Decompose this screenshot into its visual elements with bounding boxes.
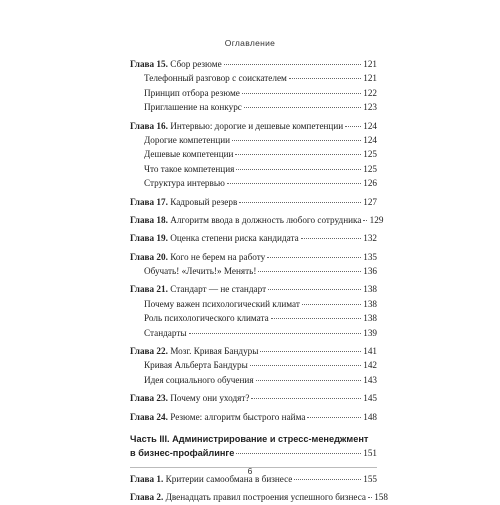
- dot-leader: [239, 201, 361, 203]
- entry-page-number: 143: [363, 374, 377, 385]
- dot-leader: [289, 77, 361, 79]
- toc-subentry: [130, 162, 377, 176]
- table-of-contents: [130, 57, 388, 505]
- entry-label: [144, 297, 300, 311]
- toc-subentry: [130, 71, 377, 85]
- toc-subentry: [130, 358, 377, 372]
- entry-page-number: 141: [363, 346, 377, 357]
- entry-title: Обучать! «Лечить!» Менять!: [144, 266, 257, 277]
- entry-title: Стандарт — не стандарт: [170, 284, 267, 295]
- entry-label: [130, 410, 305, 424]
- entry-page-number: 142: [363, 360, 377, 371]
- part-heading: [130, 432, 377, 461]
- dot-leader: [235, 153, 361, 155]
- entry-label: [130, 250, 265, 264]
- entry-title: Кривая Альберта Бандуры: [144, 360, 248, 371]
- chapter-number: Глава 16.: [130, 120, 168, 131]
- entry-page-number: 139: [363, 327, 377, 338]
- chapter-number: Глава 1.: [130, 473, 164, 484]
- entry-label: [144, 100, 242, 114]
- toc-subentry: [130, 373, 377, 387]
- dot-leader: [267, 256, 361, 258]
- entry-title: Роль психологического климата: [144, 313, 269, 324]
- entry-label: [144, 264, 256, 278]
- entry-page-number: 138: [363, 284, 377, 295]
- toc-chapter-entry: [130, 231, 377, 245]
- entry-label: [144, 133, 230, 147]
- entry-page-number: 135: [363, 251, 377, 262]
- entry-title: Идея социального обучения: [144, 374, 254, 385]
- entry-label: [144, 326, 187, 340]
- entry-title: Дорогие компетенции: [144, 134, 231, 145]
- entry-label: [130, 57, 222, 71]
- toc-chapter-entry: [130, 250, 377, 264]
- entry-label: [144, 373, 254, 387]
- entry-page-number: 136: [363, 266, 377, 277]
- dot-leader: [251, 397, 361, 399]
- chapter-number: Глава 18.: [130, 214, 168, 225]
- toc-chapter-entry: [130, 410, 377, 424]
- entry-page-number: 138: [363, 313, 377, 324]
- entry-page-number: 121: [363, 73, 377, 84]
- toc-subentry: [130, 311, 377, 325]
- entry-page-number: 148: [363, 411, 377, 422]
- part-title-line2: в бизнес-профайлинге: [130, 448, 235, 459]
- dot-leader: [307, 416, 361, 418]
- entry-label: [144, 86, 240, 100]
- entry-label: [130, 213, 361, 227]
- entry-label: [144, 71, 287, 85]
- dot-leader: [363, 219, 367, 221]
- dot-leader: [268, 288, 361, 290]
- entry-page-number: 145: [363, 393, 377, 404]
- dot-leader: [227, 182, 361, 184]
- entry-page-number: 158: [374, 492, 388, 503]
- dot-leader: [236, 452, 361, 454]
- toc-chapter-entry: [130, 344, 377, 358]
- entry-label: [144, 176, 225, 190]
- dot-leader: [271, 317, 361, 319]
- toc-subentry: [130, 326, 377, 340]
- entry-title: Критерии самообмана в бизнесе: [165, 473, 293, 484]
- dot-leader: [368, 496, 372, 498]
- toc-subentry: [130, 100, 377, 114]
- toc-chapter-entry: [130, 490, 388, 504]
- chapter-number: Глава 22.: [130, 346, 168, 357]
- chapter-number: Глава 2.: [130, 492, 164, 503]
- chapter-number: Глава 20.: [130, 251, 168, 262]
- chapter-number: Глава 23.: [130, 393, 168, 404]
- dot-leader: [345, 125, 361, 127]
- entry-title: Дешевые компетенции: [144, 149, 234, 160]
- toc-chapter-entry: [130, 57, 377, 71]
- entry-title: Интервью: дорогие и дешевые компетенции: [170, 120, 344, 131]
- entry-page-number: 127: [363, 196, 377, 207]
- entry-page-number: 121: [363, 59, 377, 69]
- chapter-number: Глава 15.: [130, 59, 168, 69]
- entry-label: [130, 344, 258, 358]
- toc-subentry: [130, 176, 377, 190]
- dot-leader: [256, 379, 361, 381]
- entry-label: [144, 311, 269, 325]
- entry-label: [130, 282, 266, 296]
- entry-title: Резюме: алгоритм быстрого найма: [170, 411, 306, 422]
- dot-leader: [260, 350, 361, 352]
- entry-page-number: 122: [363, 87, 377, 98]
- dot-leader: [244, 106, 361, 108]
- entry-label: [130, 119, 343, 133]
- entry-title: Что такое компетенция: [144, 163, 235, 174]
- toc-subentry: [130, 147, 377, 161]
- chapter-number: Глава 24.: [130, 411, 168, 422]
- toc-chapter-entry: [130, 213, 384, 227]
- dot-leader: [250, 364, 361, 366]
- dot-leader: [301, 237, 361, 239]
- toc-chapter-entry: [130, 282, 377, 296]
- toc-subentry: [130, 297, 377, 311]
- entry-label: [130, 231, 299, 245]
- entry-page-number: 125: [363, 163, 377, 174]
- part-title-row: [130, 446, 377, 460]
- entry-title: Сбор резюме: [170, 59, 222, 69]
- entry-title: Мозг. Кривая Бандуры: [170, 346, 259, 357]
- entry-title: Принцип отбора резюме: [144, 87, 240, 98]
- entry-title: Почему важен психологический климат: [144, 298, 300, 309]
- entry-title: Двенадцать правил построения успешного бизнеса: [165, 492, 366, 503]
- entry-page-number: 124: [363, 134, 377, 145]
- toc-chapter-entry: [130, 119, 377, 133]
- dot-leader: [302, 303, 361, 305]
- entry-title: Структура интервью: [144, 178, 225, 189]
- page-number: 6: [247, 466, 253, 476]
- entry-title: Алгоритм ввода в должность любого сотрудника: [170, 214, 362, 225]
- entry-title: Приглашение на конкурс: [144, 102, 242, 113]
- entry-title: Оценка степени риска кандидата: [170, 233, 299, 244]
- entry-page-number: 126: [363, 178, 377, 189]
- toc-subentry: [130, 86, 377, 100]
- entry-page-number: 129: [369, 214, 384, 225]
- dot-leader: [294, 478, 361, 480]
- toc-subentry: [130, 133, 377, 147]
- part-title-line1: Часть III. Администрирование и стресс-менеджмент: [130, 433, 369, 444]
- entry-page-number: 132: [363, 233, 377, 244]
- entry-title: Кого не берем на работу: [170, 251, 266, 262]
- dot-leader: [232, 139, 361, 141]
- entry-title: Стандарты: [144, 327, 187, 338]
- chapter-number: Глава 21.: [130, 284, 168, 295]
- chapter-number: Глава 17.: [130, 196, 168, 207]
- entry-page-number: 124: [363, 120, 377, 131]
- entry-label: [130, 391, 249, 405]
- toc-chapter-entry: [130, 195, 377, 209]
- entry-page-number: 125: [363, 149, 377, 160]
- running-head: Оглавление: [224, 38, 276, 48]
- entry-label: [144, 162, 234, 176]
- entry-label: [130, 195, 237, 209]
- entry-title: Кадровый резерв: [170, 196, 238, 207]
- dot-leader: [236, 168, 361, 170]
- part-page-number: 151: [363, 448, 377, 459]
- dot-leader: [189, 332, 361, 334]
- toc-chapter-entry: [130, 391, 377, 405]
- dot-leader: [258, 270, 361, 272]
- toc-subentry: [130, 264, 377, 278]
- entry-label: [144, 358, 248, 372]
- entry-label: [144, 147, 233, 161]
- dot-leader: [242, 92, 361, 94]
- entry-page-number: 123: [363, 102, 377, 113]
- entry-page-number: 155: [363, 473, 377, 484]
- entry-page-number: 138: [363, 298, 377, 309]
- entry-title: Телефонный разговор с соискателем: [144, 73, 287, 84]
- dot-leader: [224, 63, 361, 65]
- chapter-number: Глава 19.: [130, 233, 168, 244]
- entry-title: Почему они уходят?: [170, 393, 250, 404]
- entry-label: [130, 490, 366, 504]
